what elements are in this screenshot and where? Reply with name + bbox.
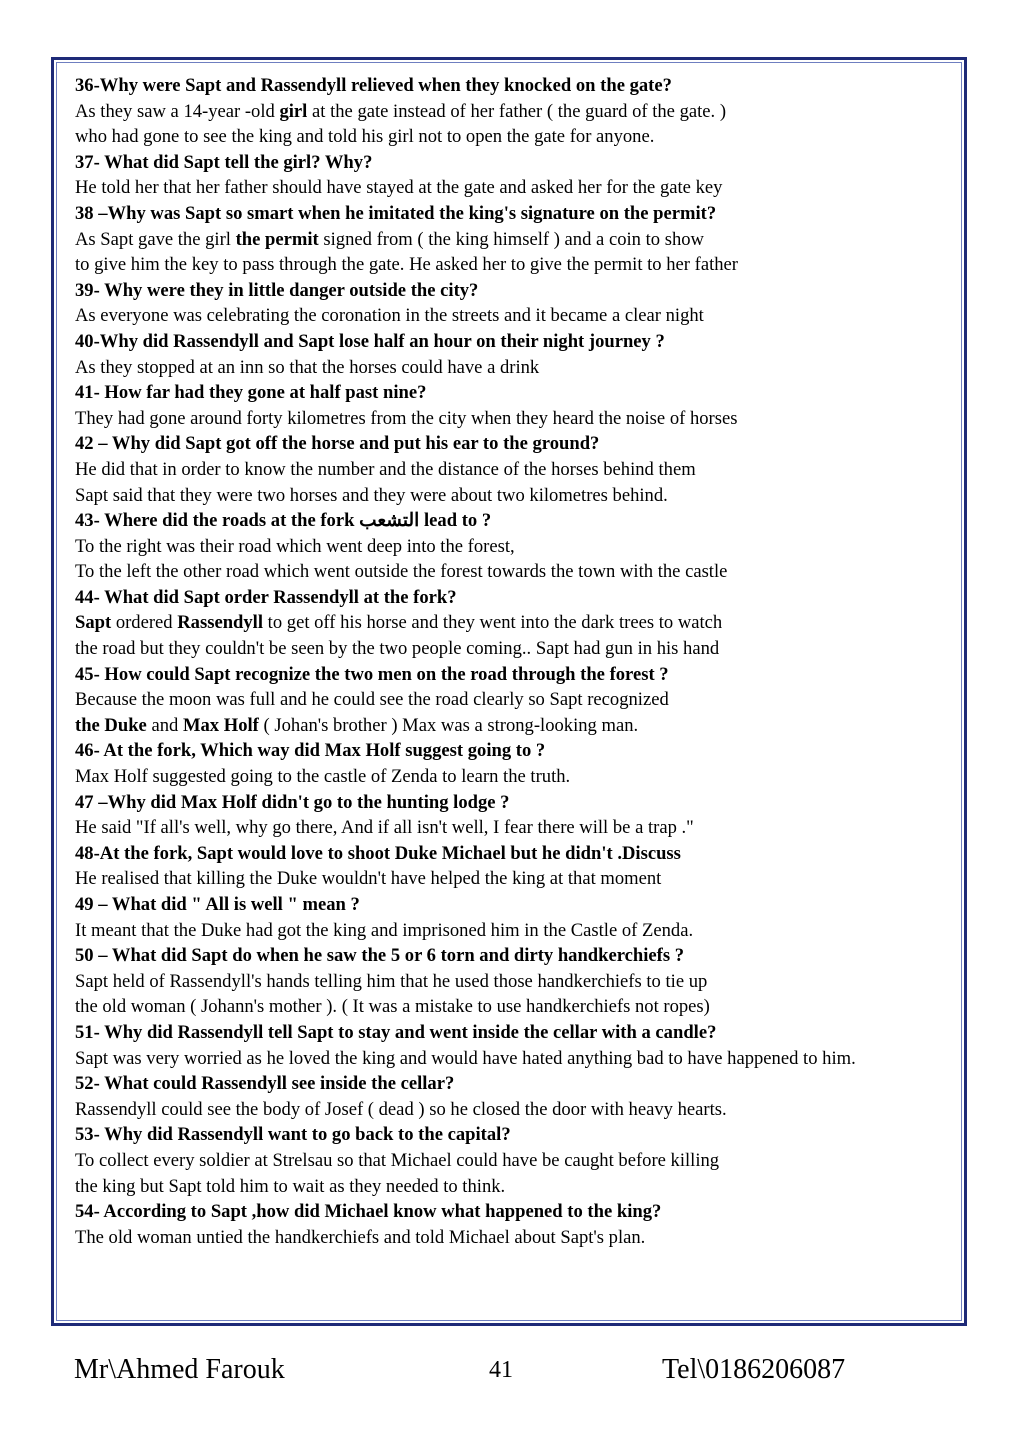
question: 36-Why were Sapt and Rassendyll relieved when they knocked on the gate?	[75, 75, 672, 96]
answer-text: As Sapt gave the girl	[75, 228, 236, 250]
answer-text: the king but Sapt told him to wait as they needed to think.	[75, 1175, 506, 1197]
question: 47 –Why did Max Holf didn't go to the hunting lodge ?	[75, 791, 510, 813]
answer-line	[75, 483, 955, 509]
answer-bold-text: the permit	[235, 228, 319, 250]
question: 40-Why did Rassendyll and Sapt lose half an hour on their night journey ?	[75, 330, 665, 352]
answer-bold-text: the Duke	[75, 714, 147, 736]
question: 54- According to Sapt ,how did Michael know what happened to the king?	[75, 1201, 662, 1223]
answer-bold-text: girl	[279, 100, 308, 122]
answer-line	[75, 866, 955, 892]
answer-text: Sapt was very worried as he loved the king and would have hated anything bad to have happened to him.	[75, 1047, 856, 1069]
answer-text: ( Johan's brother ) Max was a strong-looking man.	[258, 714, 639, 736]
answer-text: at the gate instead of her father ( the guard of the gate. )	[307, 100, 727, 122]
answer-line	[75, 610, 955, 636]
answer-text: He realised that killing the Duke wouldn't have helped the king at that moment	[75, 868, 662, 890]
answer-line	[75, 1174, 955, 1200]
answer-line	[75, 175, 955, 201]
answer-text: and	[146, 714, 183, 736]
answer-text: As everyone was celebrating the coronation in the streets and it became a clear night	[75, 305, 704, 327]
question: 53- Why did Rassendyll want to go back to the capital?	[75, 1124, 511, 1146]
question: 41- How far had they gone at half past nine?	[75, 382, 427, 404]
qa-content	[75, 73, 955, 1250]
answer-line	[75, 534, 955, 560]
answer-bold-text: Max Holf	[182, 714, 259, 736]
question: 43- Where did the roads at the fork التشعب lead to ?	[75, 510, 492, 532]
answer-text: To the right was their road which went deep into the forest,	[75, 535, 515, 557]
footer-phone: Tel\0186206087	[662, 1354, 846, 1385]
answer-line	[75, 406, 955, 432]
answer-line	[75, 355, 955, 381]
answer-text: who had gone to see the king and told his girl not to open the gate for anyone.	[75, 126, 655, 148]
question: 46- At the fork, Which way did Max Holf suggest going to ?	[75, 740, 546, 762]
answer-line	[75, 1148, 955, 1174]
page-footer	[0, 1352, 1024, 1388]
footer-author: Mr\Ahmed Farouk	[74, 1354, 285, 1385]
answer-line	[75, 918, 955, 944]
answer-line	[75, 303, 955, 329]
answer-line	[75, 1097, 955, 1123]
question: 39- Why were they in little danger outside the city?	[75, 279, 479, 301]
answer-line	[75, 713, 955, 739]
answer-text: He did that in order to know the number and the distance of the horses behind them	[75, 458, 696, 480]
question: 50 – What did Sapt do when he saw the 5 or 6 torn and dirty handkerchiefs ?	[75, 945, 685, 967]
answer-bold-text: Sapt	[75, 612, 112, 634]
question: 48-At the fork, Sapt would love to shoot Duke Michael but he didn't .Discuss	[75, 842, 681, 864]
answer-text: To the left the other road which went outside the forest towards the town with the castle	[75, 561, 728, 583]
answer-text: Because the moon was full and he could see the road clearly so Sapt recognized	[75, 689, 669, 711]
answer-line	[75, 559, 955, 585]
answer-text: Sapt said that they were two horses and they were about two kilometres behind.	[75, 484, 668, 506]
answer-line	[75, 994, 955, 1020]
answer-line	[75, 457, 955, 483]
answer-text: Sapt held of Rassendyll's hands telling him that he used those handkerchiefs to tie up	[75, 970, 708, 992]
answer-text: ordered	[111, 612, 178, 634]
answer-bold-text: Rassendyll	[177, 612, 264, 634]
question: 42 – Why did Sapt got off the horse and put his ear to the ground?	[75, 433, 600, 455]
answer-line	[75, 227, 955, 253]
answer-line	[75, 815, 955, 841]
answer-line	[75, 636, 955, 662]
answer-line	[75, 764, 955, 790]
question: 49 – What did " All is well " mean ?	[75, 894, 360, 915]
answer-text: the old woman ( Johann's mother ). ( It was a mistake to use handkerchiefs not ropes)	[75, 996, 710, 1018]
answer-text: He said "If all's well, why go there, And if all isn't well, I fear there will be a trap ."	[75, 817, 694, 839]
answer-line	[75, 252, 955, 278]
answer-line	[75, 99, 955, 125]
answer-text: The old woman untied the handkerchiefs and told Michael about Sapt's plan.	[75, 1226, 646, 1248]
answer-text: To collect every soldier at Strelsau so that Michael could have be caught before killing	[75, 1149, 720, 1171]
question: 45- How could Sapt recognize the two men on the road through the forest ?	[75, 663, 669, 685]
answer-text: the road but they couldn't be seen by the two people coming.. Sapt had gun in his hand	[75, 638, 720, 660]
answer-text: signed from ( the king himself ) and a coin to show	[318, 228, 704, 250]
question: 37- What did Sapt tell the girl? Why?	[75, 151, 373, 173]
question: 44- What did Sapt order Rassendyll at the fork?	[75, 586, 457, 608]
answer-text: They had gone around forty kilometres from the city when they heard the noise of horses	[75, 407, 738, 429]
answer-text: to give him the key to pass through the gate. He asked her to give the permit to her father	[75, 254, 738, 276]
answer-text: As they stopped at an inn so that the horses could have a drink	[75, 356, 540, 378]
answer-text: He told her that her father should have stayed at the gate and asked her for the gate key	[75, 177, 723, 199]
answer-line	[75, 1046, 955, 1072]
answer-text: Max Holf suggested going to the castle of Zenda to learn the truth.	[75, 766, 571, 788]
question: 52- What could Rassendyll see inside the cellar?	[75, 1073, 455, 1095]
answer-line	[75, 687, 955, 713]
answer-line	[75, 1225, 955, 1251]
page-number: 41	[489, 1357, 513, 1383]
question: 38 –Why was Sapt so smart when he imitated the king's signature on the permit?	[75, 202, 717, 224]
answer-text: It meant that the Duke had got the king and imprisoned him in the Castle of Zenda.	[75, 919, 694, 941]
answer-text: to get off his horse and they went into the dark trees to watch	[263, 612, 723, 634]
question: 51- Why did Rassendyll tell Sapt to stay and went inside the cellar with a candle?	[75, 1021, 717, 1043]
answer-line	[75, 124, 955, 150]
answer-text: Rassendyll could see the body of Josef ( dead ) so he closed the door with heavy hearts.	[75, 1098, 727, 1120]
answer-line	[75, 969, 955, 995]
answer-text: As they saw a 14-year -old	[75, 100, 280, 122]
